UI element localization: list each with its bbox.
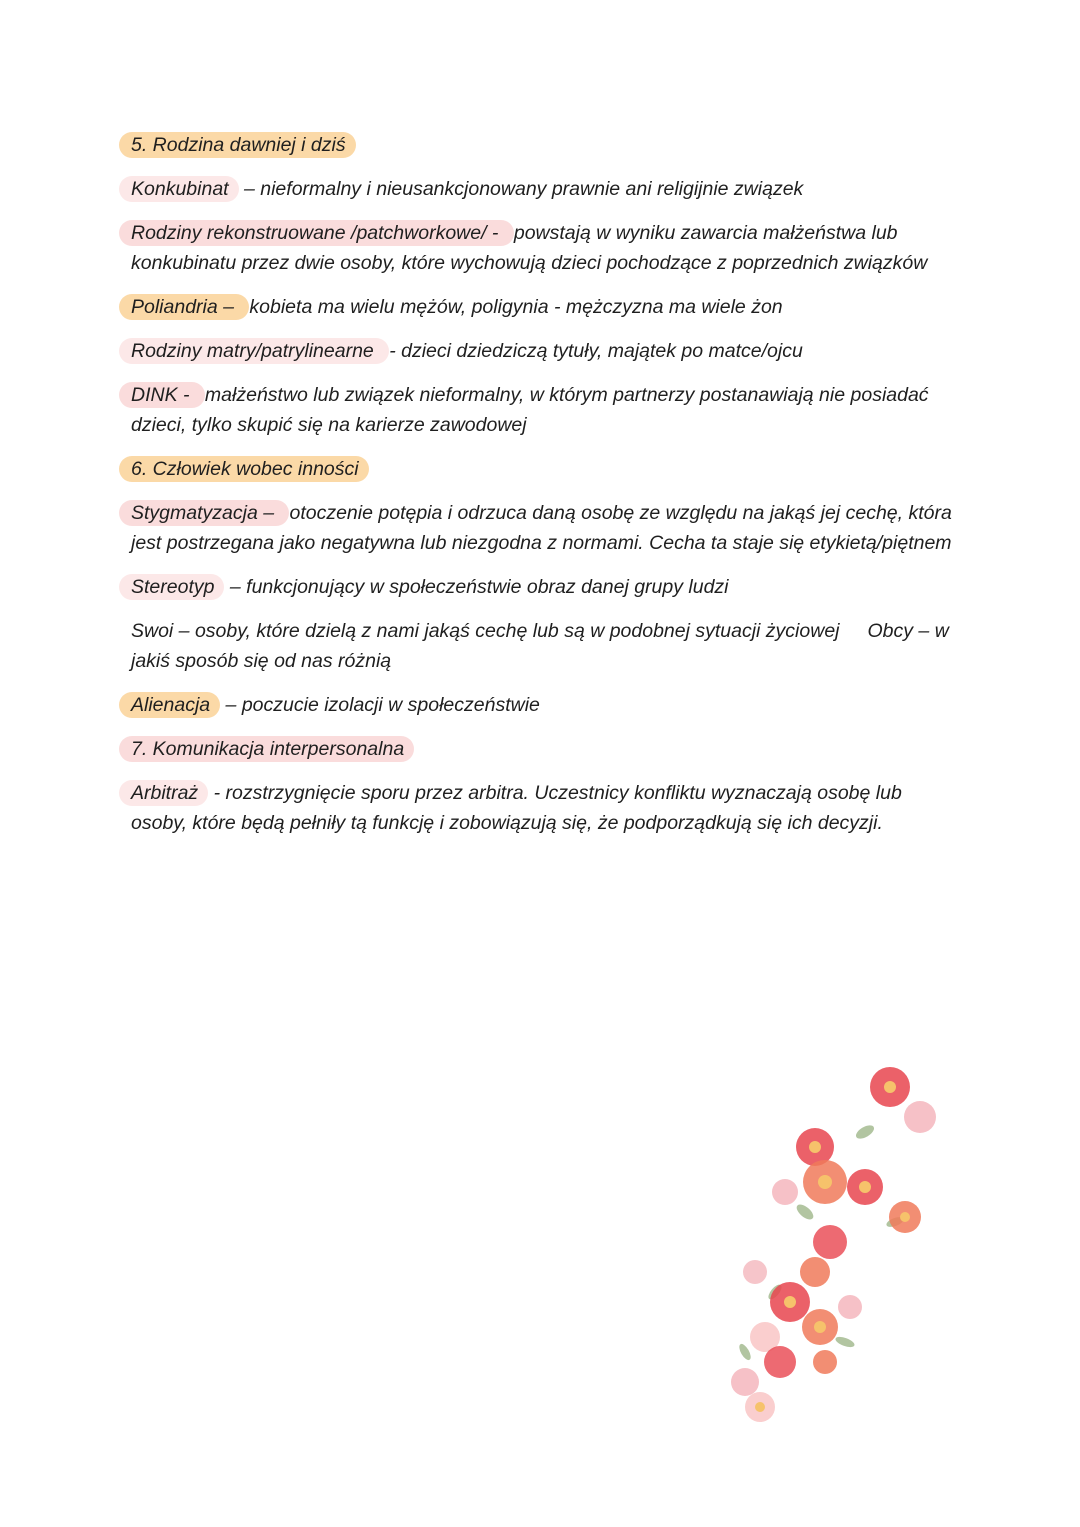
definition: kobieta ma wielu mężów, poligynia - mężczyzna ma wiele żon: [249, 296, 783, 318]
entry-stereotyp: [131, 572, 961, 602]
term: Konkubinat: [119, 176, 239, 202]
section-heading-6: 6. Człowiek wobec inności: [131, 454, 961, 484]
entry-konkubinat: [131, 174, 961, 204]
term: Stygmatyzacja –: [119, 500, 289, 526]
entry-alienacja: [131, 690, 961, 720]
entry-poliandria: [131, 292, 961, 322]
entry-swoi-obcy: [131, 616, 961, 676]
definition: powstają w wyniku zawarcia małżeństwa lub konkubinatu przez dwie osoby, które wychowują dzieci pochodzące z poprzednich związków: [131, 222, 928, 274]
section-heading-5: 5. Rodzina dawniej i dziś: [131, 130, 961, 160]
definition: – poczucie izolacji w społeczeństwie: [220, 694, 540, 716]
definition: otoczenie potępia i odrzuca daną osobę ze względu na jakąś jej cechę, która jest postrzegana jako negatywna lub niezgodna z normami. Cecha ta staje się etykietą/piętnem: [131, 502, 952, 554]
entry-rodziny-rekonstruowane: [131, 218, 961, 278]
floral-bouquet-icon: [715, 1062, 945, 1432]
definition: – funkcjonujący w społeczeństwie obraz danej grupy ludzi: [224, 576, 729, 598]
entry-arbitraz: [131, 778, 961, 838]
term: Alienacja: [119, 692, 220, 718]
term: Rodziny rekonstruowane /patchworkowe/ -: [119, 220, 514, 246]
entry-stygmatyzacja: [131, 498, 961, 558]
definition: - dzieci dziedziczą tytuły, majątek po matce/ojcu: [389, 340, 803, 362]
entry-dink: [131, 380, 961, 440]
definition: – nieformalny i nieusankcjonowany prawnie ani religijnie związek: [238, 178, 804, 200]
term: Arbitraż: [119, 780, 208, 806]
term: Rodziny matry/patrylinearne: [119, 338, 389, 364]
term: DINK -: [119, 382, 205, 408]
definition: małżeństwo lub związek nieformalny, w którym partnerzy postanawiają nie posiadać dzieci, tylko skupić się na karierze zawodowej: [131, 384, 929, 436]
term: Poliandria –: [119, 294, 249, 320]
section-heading-7: 7. Komunikacja interpersonalna: [131, 734, 961, 764]
term: Stereotyp: [119, 574, 224, 600]
notes-content: [131, 130, 961, 852]
definition: - rozstrzygnięcie sporu przez arbitra. Uczestnicy konfliktu wyznaczają osobę lub osoby, które będą pełniły tą funkcję i zobowiązują się, że podporządkują się ich decyzji.: [131, 782, 902, 834]
obcy-text: Obcy – w jakiś sposób się od nas różnią: [131, 620, 949, 672]
swoi-text: Swoi – osoby, które dzielą z nami jakąś cechę lub są w podobnej sytuacji życiowej: [131, 620, 840, 642]
entry-rodziny-matrylinearne: [131, 336, 961, 366]
